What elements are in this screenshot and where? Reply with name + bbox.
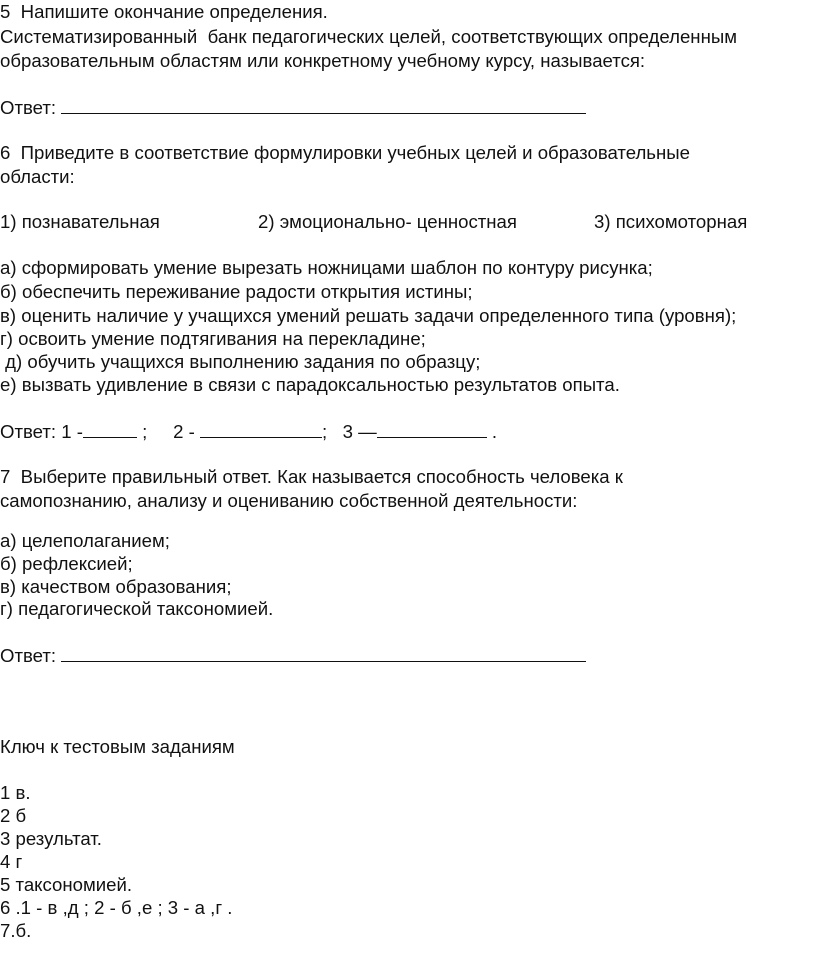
key-line-2: 2 б [0, 805, 27, 826]
q5-title: 5 Напишите окончание определения. [0, 1, 328, 22]
q6-item-f: е) вызвать удивление в связи с парадоксальностью результатов опыта. [0, 374, 620, 395]
q6-answer-blank-3[interactable] [377, 419, 487, 438]
key-line-7: 7.б. [0, 920, 32, 941]
q7-option-b: б) рефлексией; [0, 553, 133, 574]
q5-text-line-2: образовательным областям или конкретному учебному курсу, называется: [0, 50, 646, 71]
key-title: Ключ к тестовым заданиям [0, 736, 235, 757]
q7-option-a: а) целеполаганием; [0, 530, 170, 551]
q6-title-line-2: области: [0, 166, 75, 187]
q6-answer-row [0, 419, 497, 443]
q6-area-1: 1) познавательная [0, 211, 160, 232]
q5-text-line-1: Систематизированный банк педагогических целей, соответствующих определенным [0, 26, 737, 47]
q6-area-3: 3) психомоторная [594, 211, 748, 232]
q7-answer-blank[interactable] [61, 643, 586, 662]
q6-answer-label-1: Ответ: 1 - [0, 421, 83, 442]
q6-item-b: б) обеспечить переживание радости открытия истины; [0, 281, 473, 302]
q5-answer-label: Ответ: [0, 97, 62, 118]
q5-answer-row [0, 95, 586, 119]
q6-item-d: г) освоить умение подтягивания на перекладине; [0, 328, 426, 349]
q7-option-c: в) качеством образования; [0, 576, 232, 597]
key-line-6: 6 .1 - в ,д ; 2 - б ,е ; 3 - а ,г . [0, 897, 233, 918]
key-line-3: 3 результат. [0, 828, 102, 849]
q7-answer-label: Ответ: [0, 645, 62, 666]
q6-answer-label-3: ; 3 — [321, 421, 377, 442]
q6-answer-label-2: ; 2 - [136, 421, 200, 442]
q6-item-e: д) обучить учащихся выполнению задания по образцу; [0, 351, 481, 372]
q7-title-line-1: 7 Выберите правильный ответ. Как называется способность человека к [0, 466, 623, 487]
q6-item-c: в) оценить наличие у учащихся умений решать задачи определенного типа (уровня); [0, 305, 737, 326]
q6-item-a: а) сформировать умение вырезать ножницами шаблон по контуру рисунка; [0, 257, 653, 278]
q6-answer-blank-2[interactable] [200, 419, 322, 438]
q7-option-d: г) педагогической таксономией. [0, 598, 274, 619]
q6-answer-blank-1[interactable] [83, 419, 137, 438]
q7-title-line-2: самопознанию, анализу и оцениванию собственной деятельности: [0, 490, 578, 511]
key-line-4: 4 г [0, 851, 23, 872]
q6-title-line-1: 6 Приведите в соответствие формулировки учебных целей и образовательные [0, 142, 690, 163]
q5-answer-blank[interactable] [61, 95, 586, 114]
q6-area-2: 2) эмоционально- ценностная [258, 211, 517, 232]
key-line-1: 1 в. [0, 782, 31, 803]
q7-answer-row [0, 643, 586, 667]
q6-answer-label-4: . [486, 421, 498, 442]
key-line-5: 5 таксономией. [0, 874, 133, 895]
